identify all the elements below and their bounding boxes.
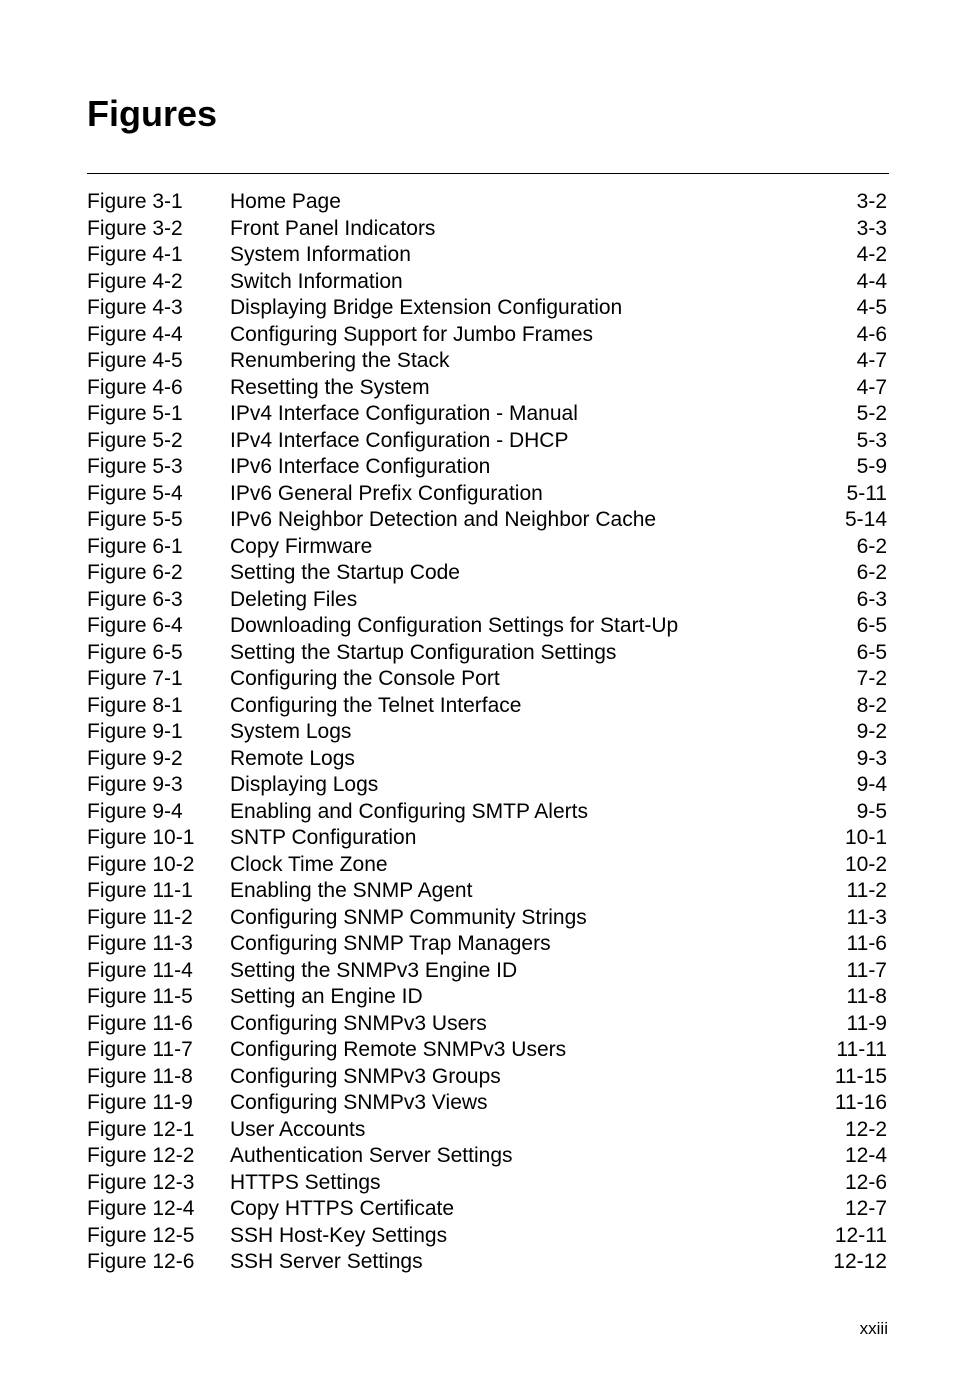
- figure-title: Setting the SNMPv3 Engine ID: [230, 958, 518, 982]
- figure-number: Figure 5-1: [87, 402, 183, 425]
- figure-number: Figure 12-2: [87, 1144, 195, 1167]
- figure-number: Figure 4-2: [87, 269, 183, 293]
- figure-page: 11-16: [834, 1091, 887, 1114]
- figure-entry[interactable]: [87, 428, 887, 455]
- figure-title: Authentication Server Settings: [230, 1144, 513, 1167]
- figure-number: Figure 6-5: [87, 640, 183, 664]
- figure-number: Figure 9-2: [87, 746, 183, 770]
- figure-entry[interactable]: [87, 693, 887, 720]
- figure-number: Figure 5-4: [87, 481, 183, 505]
- figure-page: 11-9: [846, 1011, 887, 1035]
- figure-number: Figure 11-1: [87, 879, 193, 902]
- figure-entry[interactable]: [87, 984, 887, 1011]
- figure-number: Figure 6-3: [87, 587, 183, 611]
- figure-number: Figure 12-6: [87, 1250, 195, 1273]
- figure-page: 4-6: [856, 322, 887, 346]
- figure-number: Figure 11-9: [87, 1091, 193, 1114]
- figure-page: 12-7: [844, 1197, 887, 1220]
- figure-number: Figure 12-3: [87, 1170, 195, 1194]
- figure-entry[interactable]: [87, 507, 887, 534]
- figure-page: 9-2: [856, 720, 887, 743]
- figure-page: 4-7: [856, 375, 887, 399]
- figure-number: Figure 11-3: [87, 932, 193, 955]
- figure-number: Figure 6-2: [87, 561, 183, 584]
- figure-number: Figure 5-3: [87, 455, 183, 478]
- figure-page: 12-2: [844, 1117, 887, 1141]
- figure-number: Figure 4-4: [87, 322, 183, 346]
- figure-title: System Logs: [230, 720, 352, 743]
- figure-number: Figure 11-4: [87, 958, 193, 982]
- figure-page: 6-2: [856, 561, 887, 584]
- figure-page: 10-1: [844, 826, 887, 849]
- figure-entry[interactable]: [87, 587, 887, 614]
- page-number: xxiii: [859, 1319, 888, 1338]
- figure-entry[interactable]: [87, 825, 887, 852]
- figure-page: 4-5: [856, 296, 887, 319]
- figure-title: Configuring SNMPv3 Users: [230, 1011, 487, 1035]
- figure-page: 9-5: [856, 799, 887, 823]
- figure-title: Setting the Startup Configuration Settings: [230, 640, 617, 664]
- figure-page: 11-3: [846, 905, 887, 929]
- figure-title: IPv6 General Prefix Configuration: [230, 481, 543, 505]
- figure-page: 5-14: [844, 508, 887, 531]
- figure-title: Setting an Engine ID: [230, 985, 423, 1008]
- figure-title: Remote Logs: [230, 746, 355, 770]
- figure-page: 3-2: [856, 190, 887, 213]
- figure-number: Figure 9-4: [87, 799, 183, 823]
- figure-number: Figure 9-3: [87, 773, 183, 796]
- figure-page: 5-11: [846, 481, 887, 505]
- figure-entry[interactable]: [87, 454, 887, 481]
- figure-page: 12-12: [833, 1250, 887, 1273]
- figure-number: Figure 10-1: [87, 826, 195, 849]
- figure-entry[interactable]: [87, 931, 887, 958]
- figure-page: 11-6: [846, 932, 887, 955]
- figure-number: Figure 11-8: [87, 1064, 193, 1088]
- figure-title: Enabling and Configuring SMTP Alerts: [230, 799, 588, 823]
- figure-title: HTTPS Settings: [230, 1170, 381, 1194]
- figure-page: 11-15: [834, 1064, 887, 1088]
- figure-entry[interactable]: [87, 1090, 887, 1117]
- figure-title: Deleting Files: [230, 587, 358, 611]
- figure-entry[interactable]: [87, 1170, 887, 1197]
- figure-page: 11-7: [846, 958, 887, 982]
- figure-entry[interactable]: [87, 1143, 887, 1170]
- figure-entry[interactable]: [87, 560, 887, 587]
- figure-number: Figure 9-1: [87, 720, 183, 743]
- figure-entry[interactable]: [87, 295, 887, 322]
- figure-number: Figure 4-3: [87, 296, 183, 319]
- figure-number: Figure 7-1: [87, 667, 183, 690]
- figure-list: [87, 189, 887, 1276]
- figure-page: 8-2: [856, 693, 887, 717]
- figure-number: Figure 11-5: [87, 985, 193, 1008]
- figure-page: 5-3: [856, 428, 887, 452]
- figure-number: Figure 8-1: [87, 693, 183, 717]
- title-rule: [87, 173, 889, 174]
- figure-entry[interactable]: [87, 772, 887, 799]
- figure-page: 3-3: [856, 216, 887, 240]
- figure-entry[interactable]: [87, 613, 887, 640]
- page-title: Figures: [87, 93, 218, 134]
- figure-title: Resetting the System: [230, 375, 430, 399]
- figure-entry[interactable]: [87, 481, 887, 508]
- figure-number: Figure 4-5: [87, 349, 183, 372]
- figure-title: IPv6 Interface Configuration: [230, 455, 491, 478]
- figure-entry[interactable]: [87, 666, 887, 693]
- figure-page: 5-9: [856, 455, 887, 478]
- figure-entry[interactable]: [87, 534, 887, 561]
- figure-title: Configuring SNMPv3 Views: [230, 1091, 488, 1114]
- figure-number: Figure 3-1: [87, 190, 183, 213]
- figure-entry[interactable]: [87, 1117, 887, 1144]
- figure-number: Figure 11-7: [87, 1038, 193, 1061]
- figure-entry[interactable]: [87, 216, 887, 243]
- figure-number: Figure 3-2: [87, 216, 183, 240]
- figure-title: Configuring the Console Port: [230, 667, 500, 690]
- figure-number: Figure 10-2: [87, 852, 195, 876]
- figure-page: 6-3: [856, 587, 887, 611]
- figure-number: Figure 5-5: [87, 508, 183, 531]
- figure-page: 4-4: [856, 269, 887, 293]
- figure-page: 11-11: [836, 1038, 887, 1061]
- figure-entry[interactable]: [87, 269, 887, 296]
- figure-page: 11-8: [846, 985, 887, 1008]
- figure-title: SSH Server Settings: [230, 1250, 423, 1273]
- figure-title: Configuring Support for Jumbo Frames: [230, 322, 593, 346]
- figure-title: Enabling the SNMP Agent: [230, 879, 473, 902]
- figure-title: Copy Firmware: [230, 534, 373, 558]
- figure-page: 6-5: [856, 614, 887, 637]
- figure-entry[interactable]: [87, 1223, 887, 1250]
- figure-page: 9-4: [856, 773, 887, 796]
- figure-title: Downloading Configuration Settings for Start-Up: [230, 614, 679, 637]
- figure-title: IPv6 Neighbor Detection and Neighbor Cache: [230, 508, 657, 531]
- figure-title: User Accounts: [230, 1117, 366, 1141]
- figure-page: 10-2: [844, 852, 887, 876]
- figure-page: 6-5: [856, 640, 887, 664]
- figure-number: Figure 6-4: [87, 614, 183, 637]
- figure-number: Figure 6-1: [87, 534, 183, 558]
- figure-number: Figure 12-4: [87, 1197, 195, 1220]
- figure-entry[interactable]: [87, 1064, 887, 1091]
- figure-page: 4-2: [856, 243, 887, 266]
- figure-page: 11-2: [846, 879, 887, 902]
- figure-page: 6-2: [856, 534, 887, 558]
- figure-page: 12-6: [844, 1170, 887, 1194]
- figure-page: 5-2: [856, 402, 887, 425]
- figure-entry[interactable]: [87, 640, 887, 667]
- figure-title: Displaying Bridge Extension Configuration: [230, 296, 623, 319]
- figure-entry[interactable]: [87, 852, 887, 879]
- figure-entry[interactable]: [87, 799, 887, 826]
- figure-entry[interactable]: [87, 746, 887, 773]
- figure-title: Switch Information: [230, 269, 403, 293]
- figure-entry[interactable]: [87, 905, 887, 932]
- figure-number: Figure 5-2: [87, 428, 183, 452]
- figure-title: Clock Time Zone: [230, 852, 388, 876]
- figure-title: Configuring Remote SNMPv3 Users: [230, 1038, 567, 1061]
- figure-entry[interactable]: [87, 189, 887, 216]
- figure-number: Figure 11-6: [87, 1011, 193, 1035]
- figure-entry[interactable]: [87, 348, 887, 375]
- figure-page: 7-2: [856, 667, 887, 690]
- figure-entry[interactable]: [87, 719, 887, 746]
- figure-entry[interactable]: [87, 1196, 887, 1223]
- figure-page: 12-4: [844, 1144, 887, 1167]
- figure-entry[interactable]: [87, 1011, 887, 1038]
- figure-title: SSH Host-Key Settings: [230, 1223, 448, 1247]
- figure-title: Displaying Logs: [230, 773, 379, 796]
- figure-title: Copy HTTPS Certificate: [230, 1197, 455, 1220]
- figure-title: Setting the Startup Code: [230, 561, 460, 584]
- figure-page: 9-3: [856, 746, 887, 770]
- figure-entry[interactable]: [87, 878, 887, 905]
- figure-number: Figure 4-6: [87, 375, 183, 399]
- figure-title: IPv4 Interface Configuration - DHCP: [230, 428, 569, 452]
- figure-title: Renumbering the Stack: [230, 349, 450, 372]
- figure-page: 12-11: [834, 1223, 887, 1247]
- figure-title: Configuring SNMP Trap Managers: [230, 932, 551, 955]
- figure-title: Configuring the Telnet Interface: [230, 693, 522, 717]
- figure-entry[interactable]: [87, 242, 887, 269]
- figure-title: Configuring SNMPv3 Groups: [230, 1064, 501, 1088]
- figure-title: Home Page: [230, 190, 341, 213]
- figure-number: Figure 12-5: [87, 1223, 195, 1247]
- figure-entry[interactable]: [87, 375, 887, 402]
- figure-entry[interactable]: [87, 958, 887, 985]
- figure-title: IPv4 Interface Configuration - Manual: [230, 402, 578, 425]
- figure-number: Figure 4-1: [87, 243, 183, 266]
- figure-title: Configuring SNMP Community Strings: [230, 905, 587, 929]
- figure-title: Front Panel Indicators: [230, 216, 436, 240]
- figure-number: Figure 12-1: [87, 1117, 195, 1141]
- figure-number: Figure 11-2: [87, 905, 193, 929]
- figure-entry[interactable]: [87, 1037, 887, 1064]
- figure-title: SNTP Configuration: [230, 826, 417, 849]
- figure-entry[interactable]: [87, 1249, 887, 1276]
- figure-page: 4-7: [856, 349, 887, 372]
- figure-entry[interactable]: [87, 322, 887, 349]
- figure-entry[interactable]: [87, 401, 887, 428]
- figure-title: System Information: [230, 243, 411, 266]
